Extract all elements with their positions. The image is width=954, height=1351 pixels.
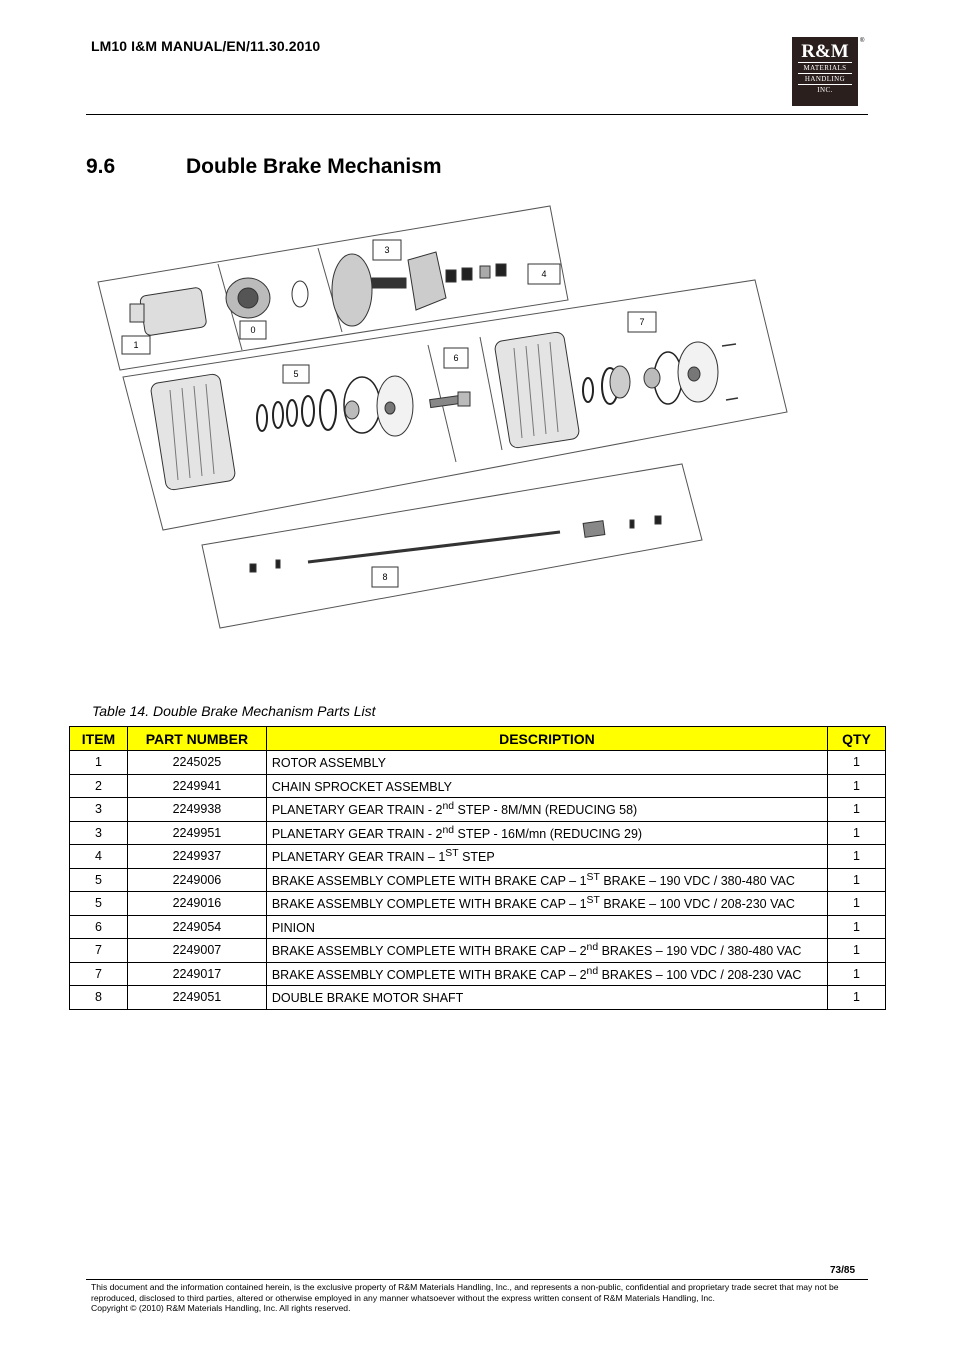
logo-line: INC.	[798, 84, 852, 95]
table-row	[70, 751, 886, 775]
registered-mark: ®	[860, 38, 865, 44]
table-row	[70, 798, 886, 822]
svg-text:8: 8	[382, 572, 388, 582]
svg-text:6: 6	[453, 353, 459, 363]
company-logo	[792, 37, 858, 106]
cell-part-number: 2249051	[127, 986, 266, 1010]
cell-part-number: 2249017	[127, 962, 266, 986]
cell-item: 4	[70, 845, 128, 869]
svg-text:7: 7	[639, 317, 645, 327]
svg-text:4: 4	[541, 269, 547, 279]
cell-part-number: 2249937	[127, 845, 266, 869]
table-row	[70, 962, 886, 986]
chain-sprocket-drawing	[226, 278, 308, 318]
col-header-description: DESCRIPTION	[266, 727, 827, 751]
table-row	[70, 845, 886, 869]
cell-qty: 1	[828, 821, 886, 845]
cell-item: 8	[70, 986, 128, 1010]
legal-footer	[91, 1282, 871, 1314]
logo-brand: R&M	[801, 41, 849, 62]
cell-part-number: 2249006	[127, 868, 266, 892]
callout-6	[444, 348, 468, 368]
svg-text:0: 0	[250, 325, 256, 335]
cell-part-number: 2249941	[127, 774, 266, 798]
svg-text:5: 5	[293, 369, 299, 379]
cell-qty: 1	[828, 751, 886, 775]
planetary-gear-drawing	[332, 252, 506, 326]
section-number: 9.6	[86, 155, 116, 178]
rotor-assembly-drawing	[130, 287, 207, 336]
cell-qty: 1	[828, 774, 886, 798]
callout-5	[283, 365, 309, 383]
table-row	[70, 892, 886, 916]
cell-description: PLANETARY GEAR TRAIN - 2nd STEP - 16M/mn (REDUCING 29)	[266, 821, 827, 845]
cell-item: 3	[70, 821, 128, 845]
motor-shaft-drawing	[250, 516, 661, 572]
section-heading	[86, 155, 442, 179]
table-row	[70, 821, 886, 845]
logo-line: MATERIALS	[798, 62, 852, 73]
callout-4	[528, 264, 560, 284]
svg-text:1: 1	[133, 340, 139, 350]
cell-qty: 1	[828, 915, 886, 939]
cell-description: BRAKE ASSEMBLY COMPLETE WITH BRAKE CAP – 2nd BRAKES – 190 VDC / 380-480 VAC	[266, 939, 827, 963]
document-header-title: LM10 I&M MANUAL/EN/11.30.2010	[91, 38, 321, 54]
callout-7	[628, 312, 656, 332]
table-row	[70, 986, 886, 1010]
cell-qty: 1	[828, 986, 886, 1010]
cell-part-number: 2249951	[127, 821, 266, 845]
copyright-notice: Copyright © (2010) R&M Materials Handling, Inc. All rights reserved.	[91, 1303, 351, 1314]
pinion-drawing	[430, 392, 470, 408]
brake-housing-2-drawing	[494, 331, 738, 449]
cell-qty: 1	[828, 962, 886, 986]
cell-item: 5	[70, 868, 128, 892]
cell-item: 1	[70, 751, 128, 775]
parts-list-table	[69, 726, 886, 1010]
table-row	[70, 939, 886, 963]
confidentiality-notice: This document and the information contained herein, is the exclusive property of R&M Materials Handling, Inc., and represents a non-public, confidential and proprietary trade secret that may not be reproduced, disclosed to third parties, altered or otherwise employed in any manner whatsoever without the express written consent of R&M Materials Handling, Inc.	[91, 1282, 839, 1303]
svg-text:3: 3	[384, 245, 390, 255]
cell-qty: 1	[828, 798, 886, 822]
cell-item: 6	[70, 915, 128, 939]
callout-3	[373, 240, 401, 260]
cell-description: PLANETARY GEAR TRAIN - 2nd STEP - 8M/MN (REDUCING 58)	[266, 798, 827, 822]
table-caption: Table 14. Double Brake Mechanism Parts List	[92, 703, 376, 719]
cell-item: 2	[70, 774, 128, 798]
callout-8	[372, 567, 398, 587]
brake-housing-1-drawing	[150, 373, 413, 491]
cell-description: PINION	[266, 915, 827, 939]
footer-divider	[86, 1279, 868, 1280]
callout-1	[122, 336, 150, 354]
cell-description: ROTOR ASSEMBLY	[266, 751, 827, 775]
page-number: 73/85	[830, 1265, 856, 1276]
cell-description: BRAKE ASSEMBLY COMPLETE WITH BRAKE CAP – 1ST BRAKE – 190 VDC / 380-480 VAC	[266, 868, 827, 892]
cell-description: BRAKE ASSEMBLY COMPLETE WITH BRAKE CAP – 1ST BRAKE – 100 VDC / 208-230 VAC	[266, 892, 827, 916]
cell-part-number: 2249016	[127, 892, 266, 916]
col-header-item: ITEM	[70, 727, 128, 751]
cell-description: BRAKE ASSEMBLY COMPLETE WITH BRAKE CAP – 2nd BRAKES – 100 VDC / 208-230 VAC	[266, 962, 827, 986]
logo-line: HANDLING	[798, 73, 852, 84]
section-title: Double Brake Mechanism	[186, 155, 442, 178]
cell-item: 5	[70, 892, 128, 916]
cell-item: 7	[70, 939, 128, 963]
cell-qty: 1	[828, 892, 886, 916]
cell-item: 7	[70, 962, 128, 986]
cell-description: CHAIN SPROCKET ASSEMBLY	[266, 774, 827, 798]
table-row	[70, 915, 886, 939]
cell-description: DOUBLE BRAKE MOTOR SHAFT	[266, 986, 827, 1010]
callout-2	[240, 321, 266, 339]
cell-description: PLANETARY GEAR TRAIN – 1ST STEP	[266, 845, 827, 869]
table-row	[70, 774, 886, 798]
cell-qty: 1	[828, 845, 886, 869]
cell-part-number: 2249054	[127, 915, 266, 939]
header-divider	[86, 114, 868, 115]
cell-part-number: 2249938	[127, 798, 266, 822]
cell-qty: 1	[828, 939, 886, 963]
cell-item: 3	[70, 798, 128, 822]
table-header-row	[70, 727, 886, 751]
exploded-view-diagram	[90, 200, 800, 640]
cell-part-number: 2245025	[127, 751, 266, 775]
col-header-qty: QTY	[828, 727, 886, 751]
cell-qty: 1	[828, 868, 886, 892]
col-header-part-number: PART NUMBER	[127, 727, 266, 751]
cell-part-number: 2249007	[127, 939, 266, 963]
table-row	[70, 868, 886, 892]
